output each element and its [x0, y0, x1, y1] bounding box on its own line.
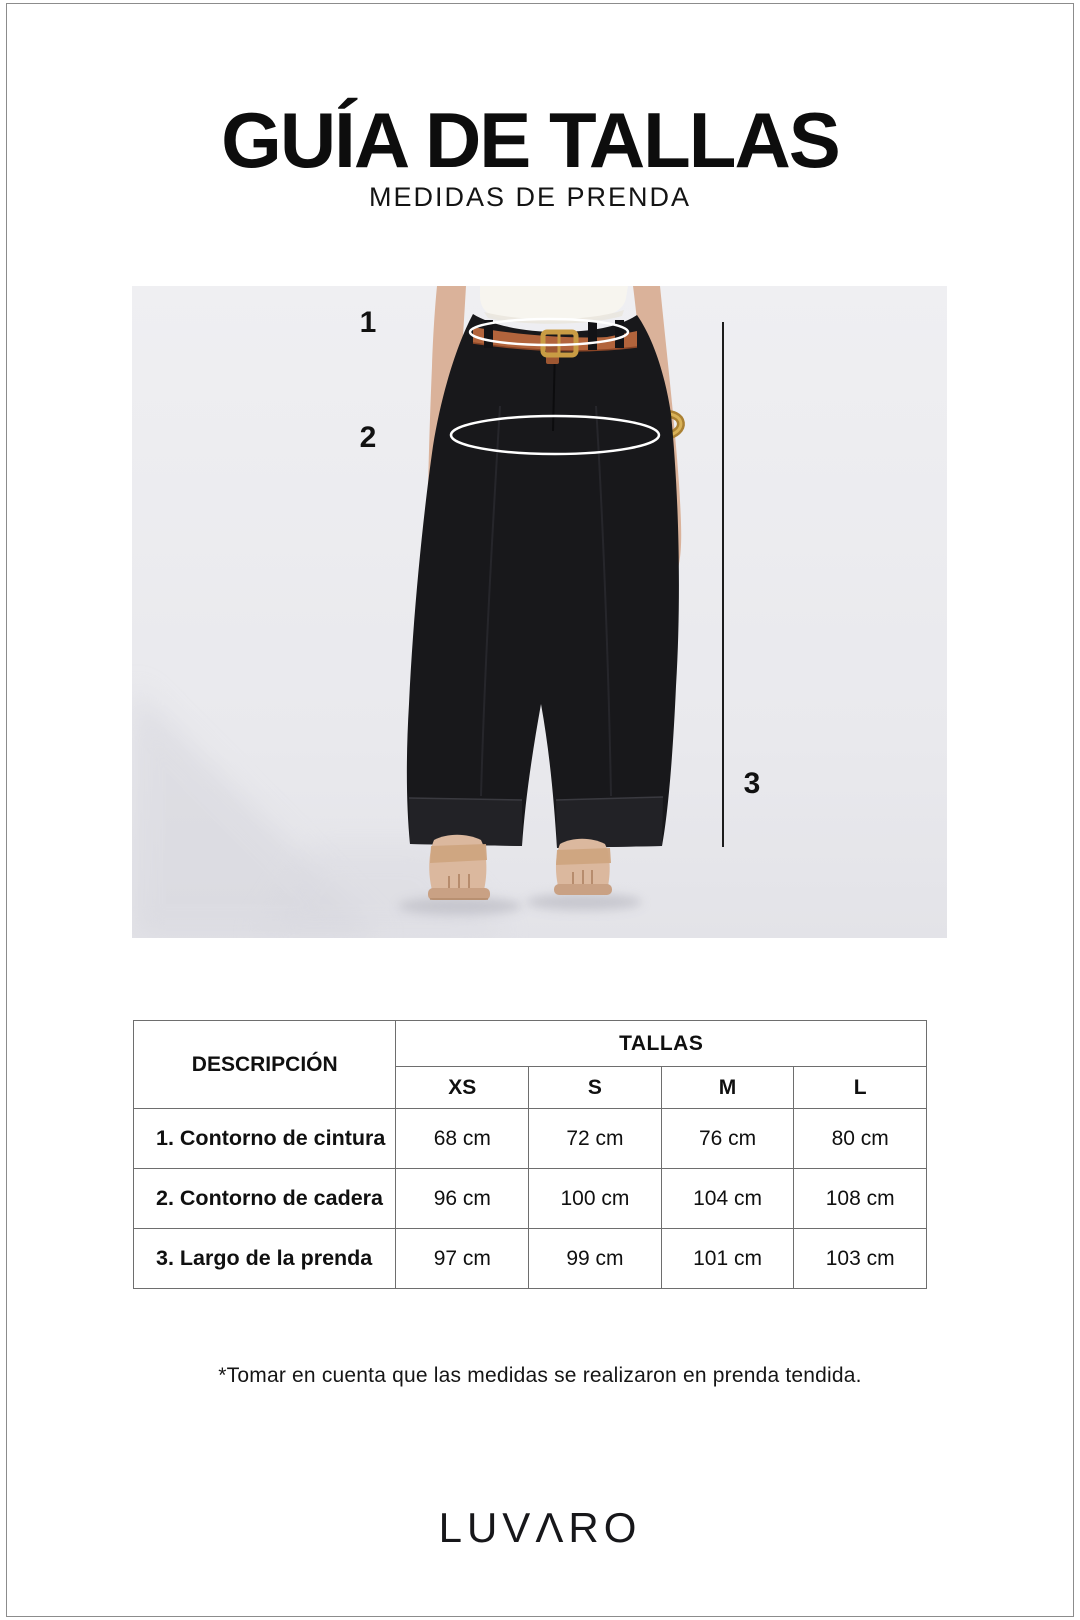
size-col-m: M [661, 1067, 794, 1109]
row-label: 1. Contorno de cintura [134, 1109, 396, 1169]
size-value: 68 cm [396, 1109, 529, 1169]
table-row [134, 1229, 927, 1289]
measurement-footnote: *Tomar en cuenta que las medidas se realizaron en prenda tendida. [218, 1364, 862, 1387]
row-label: 2. Contorno de cadera [134, 1169, 396, 1229]
measurement-diagram [132, 286, 947, 938]
page-subtitle: MEDIDAS DE PRENDA [368, 182, 692, 212]
size-value: 97 cm [396, 1229, 529, 1289]
size-value: 99 cm [529, 1229, 662, 1289]
size-value: 80 cm [794, 1109, 927, 1169]
annotation-3-label: 3 [743, 767, 761, 800]
table-row [134, 1109, 927, 1169]
brand-logo: LUVΛRO [438, 1504, 642, 1551]
table-row [134, 1169, 927, 1229]
sizes-header-cell: TALLAS [396, 1021, 927, 1067]
annotation-1-label: 1 [359, 306, 377, 339]
row-label: 3. Largo de la prenda [134, 1229, 396, 1289]
size-value: 104 cm [661, 1169, 794, 1229]
size-value: 76 cm [661, 1109, 794, 1169]
size-col-l: L [794, 1067, 927, 1109]
size-table [133, 1020, 927, 1289]
left-sandal [428, 835, 490, 900]
size-value: 101 cm [661, 1229, 794, 1289]
size-value: 100 cm [529, 1169, 662, 1229]
page-title: GUÍA DE TALLAS [221, 96, 839, 184]
size-col-xs: XS [396, 1067, 529, 1109]
description-header-cell: DESCRIPCIÓN [134, 1021, 396, 1109]
garment-photo [132, 286, 947, 938]
size-col-s: S [529, 1067, 662, 1109]
size-value: 72 cm [529, 1109, 662, 1169]
size-value: 103 cm [794, 1229, 927, 1289]
size-value: 96 cm [396, 1169, 529, 1229]
belt-loop [588, 322, 597, 350]
right-sandal [554, 839, 612, 895]
foot-shadow [526, 894, 642, 911]
annotation-2-label: 2 [359, 421, 377, 454]
size-value: 108 cm [794, 1169, 927, 1229]
